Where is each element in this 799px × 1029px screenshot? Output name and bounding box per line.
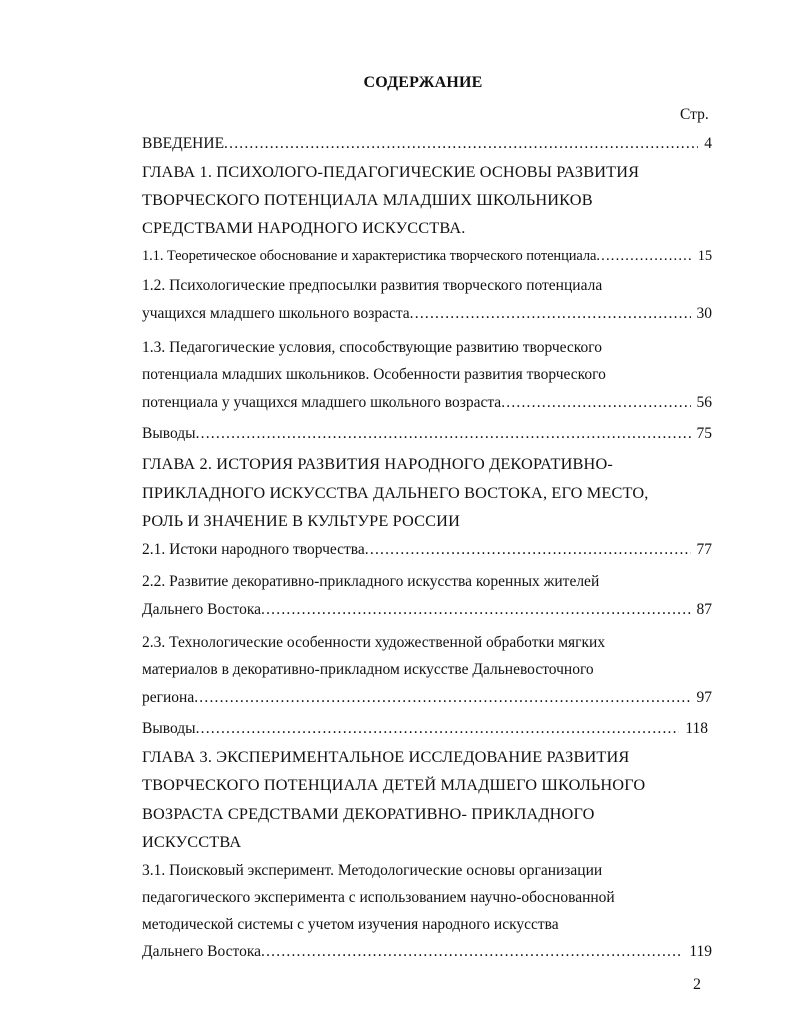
toc-entry-text: Дальнего Востока bbox=[142, 601, 262, 618]
chapter-heading-line: ПРИКЛАДНОГО ИСКУССТВА ДАЛЬНЕГО ВОСТОКА, ЕГО МЕСТО, bbox=[142, 483, 649, 502]
leader-dots bbox=[410, 302, 691, 326]
toc-entry-1-2 bbox=[142, 302, 712, 326]
toc-entry-line: 1.2. Психологические предпосылки развития творческого потенциала bbox=[142, 277, 603, 294]
leader-dots bbox=[261, 598, 690, 622]
leader-dots bbox=[596, 244, 691, 268]
toc-entry-text: Выводы bbox=[142, 720, 196, 737]
toc-entry-text: потенциала у учащихся младшего школьного возраста bbox=[142, 394, 502, 411]
chapter-heading-line: ГЛАВА 1. ПСИХОЛОГО-ПЕДАГОГИЧЕСКИЕ ОСНОВЫ РАЗВИТИЯ bbox=[142, 162, 640, 181]
leader-dots bbox=[196, 717, 680, 741]
leader-dots bbox=[261, 940, 683, 964]
toc-entry-text: Дальнего Востока bbox=[142, 943, 262, 960]
toc-entry-line: материалов в декоративно-прикладном искусстве Дальневосточного bbox=[142, 661, 594, 678]
toc-entry-text: учащихся младшего школьного возраста bbox=[142, 305, 410, 322]
toc-entry-text: 1.1. Теоретическое обоснование и характеристика творческого потенциала bbox=[142, 248, 597, 264]
chapter-heading-line: ГЛАВА 2. ИСТОРИЯ РАЗВИТИЯ НАРОДНОГО ДЕКОРАТИВНО- bbox=[142, 454, 613, 473]
leader-dots bbox=[501, 391, 690, 415]
toc-entry-page: 118 bbox=[685, 720, 708, 737]
toc-entry-page: 56 bbox=[696, 394, 712, 411]
toc-entry-page: 30 bbox=[696, 305, 712, 322]
toc-entry-page: 87 bbox=[696, 601, 712, 618]
toc-entry-page: 4 bbox=[704, 135, 712, 152]
toc-entry-line: 1.3. Педагогические условия, способствующие развитию творческого bbox=[142, 339, 602, 356]
toc-entry-line: 3.1. Поисковый эксперимент. Методологические основы организации bbox=[142, 862, 603, 879]
chapter-heading-line: ТВОРЧЕСКОГО ПОТЕНЦИАЛА ДЕТЕЙ МЛАДШЕГО ШКОЛЬНОГО bbox=[142, 775, 646, 794]
toc-entry-1-3 bbox=[142, 391, 712, 415]
leader-dots bbox=[196, 422, 691, 446]
toc-entry-introduction bbox=[142, 132, 712, 156]
toc-entry-line: педагогического эксперимента с использованием научно-обоснованной bbox=[142, 889, 615, 906]
toc-entry-conclusions-1 bbox=[142, 422, 712, 446]
toc-entry-line: потенциала младших школьников. Особенности развития творческого bbox=[142, 366, 606, 383]
leader-dots bbox=[365, 538, 691, 562]
toc-entry-text: 2.1. Истоки народного творчества bbox=[142, 541, 365, 558]
toc-entry-page: 77 bbox=[696, 541, 712, 558]
toc-entry-text: региона bbox=[142, 689, 195, 706]
chapter-heading-line: ВОЗРАСТА СРЕДСТВАМИ ДЕКОРАТИВНО- ПРИКЛАДНОГО bbox=[142, 804, 595, 823]
toc-entry-page: 15 bbox=[697, 248, 712, 264]
toc-entry-line: методической системы с учетом изучения народного искусства bbox=[142, 916, 559, 933]
toc-entry-line: 2.3. Технологические особенности художественной обработки мягких bbox=[142, 634, 606, 651]
chapter-heading-line: СРЕДСТВАМИ НАРОДНОГО ИСКУССТВА. bbox=[142, 218, 466, 237]
toc-entry-text: Выводы bbox=[142, 425, 196, 442]
pages-column-label: Стр. bbox=[680, 106, 709, 123]
chapter-heading-line: ИСКУССТВА bbox=[142, 832, 242, 851]
toc-entry-2-1 bbox=[142, 538, 712, 562]
leader-dots bbox=[194, 686, 690, 710]
chapter-heading-line: РОЛЬ И ЗНАЧЕНИЕ В КУЛЬТУРЕ РОССИИ bbox=[142, 511, 461, 530]
toc-entry-2-2 bbox=[142, 598, 712, 622]
toc-entry-2-3 bbox=[142, 686, 712, 710]
toc-entry-text: ВВЕДЕНИЕ bbox=[142, 135, 225, 152]
toc-entry-1-1 bbox=[142, 244, 712, 268]
toc-entry-conclusions-2 bbox=[142, 717, 708, 741]
chapter-heading-line: ГЛАВА 3. ЭКСПЕРИМЕНТАЛЬНОЕ ИССЛЕДОВАНИЕ РАЗВИТИЯ bbox=[142, 747, 630, 766]
toc-entry-3-1 bbox=[142, 940, 712, 964]
toc-title: СОДЕРЖАНИЕ bbox=[363, 74, 483, 91]
chapter-heading-line: ТВОРЧЕСКОГО ПОТЕНЦИАЛА МЛАДШИХ ШКОЛЬНИКОВ bbox=[142, 190, 593, 209]
toc-entry-line: 2.2. Развитие декоративно-прикладного искусства коренных жителей bbox=[142, 573, 600, 590]
toc-entry-page: 75 bbox=[696, 425, 712, 442]
toc-entry-page: 97 bbox=[696, 689, 712, 706]
toc-entry-page: 119 bbox=[689, 943, 712, 960]
page-number: 2 bbox=[693, 976, 701, 993]
leader-dots bbox=[224, 132, 698, 156]
